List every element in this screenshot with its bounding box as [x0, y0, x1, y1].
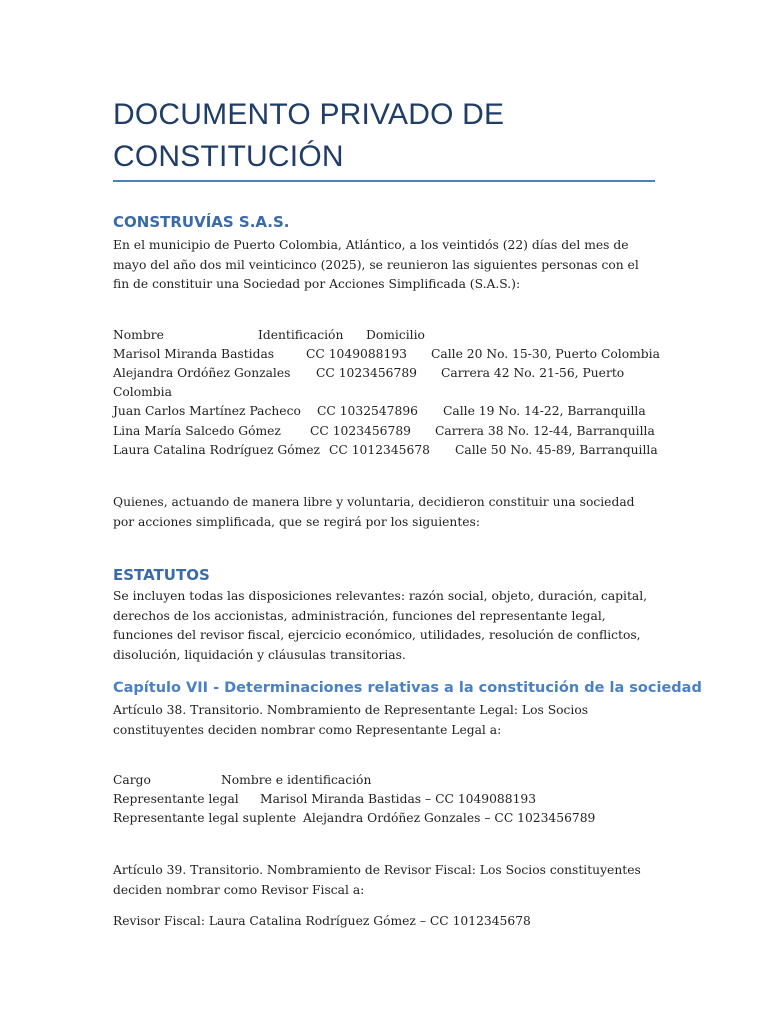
- table-row: [113, 402, 673, 421]
- rep-role: Representante legal: [113, 792, 239, 806]
- member-id: CC 1049088193: [306, 347, 407, 361]
- table-row: [113, 441, 673, 460]
- table-row: [113, 790, 673, 809]
- table-row: [113, 422, 673, 441]
- member-id: CC 1023456789: [310, 424, 411, 438]
- table-row: [113, 345, 673, 364]
- member-name: Laura Catalina Rodríguez Gómez: [113, 443, 321, 457]
- statutes-paragraph: Se incluyen todas las disposiciones relevantes: razón social, objeto, duración, capital, derechos de los accionistas, administración, funciones del representante legal, funciones del revisor fiscal, ejercicio económico, utilidades, resolución de conflictos, disolución, liquidación y cláusulas transitorias.: [113, 589, 648, 662]
- members-table-header: [113, 326, 673, 345]
- member-address-continuation: Colombia: [113, 385, 172, 399]
- company-heading: CONSTRUVÍAS S.A.S.: [113, 213, 290, 231]
- member-address: Calle 20 No. 15-30, Puerto Colombia: [431, 347, 660, 361]
- member-address: Carrera 42 No. 21-56, Puerto: [441, 366, 625, 380]
- member-name: Lina María Salcedo Gómez: [113, 424, 281, 438]
- member-name: Alejandra Ordóñez Gonzales: [113, 366, 291, 380]
- intro-paragraph: En el municipio de Puerto Colombia, Atlántico, a los veintidós (22) días del mes de mayo del año dos mil veinticinco (2025), se reunieron las siguientes personas con el fin de constituir una Sociedad por Acciones Simplificada (S.A.S.):: [113, 238, 639, 291]
- member-address: Calle 19 No. 14-22, Barranquilla: [443, 404, 646, 418]
- rep-person: Alejandra Ordóñez Gonzales – CC 1023456789: [303, 811, 596, 825]
- statutes-heading: ESTATUTOS: [113, 566, 210, 584]
- reps-table-header: [113, 771, 673, 790]
- table-row-continuation: [113, 383, 673, 402]
- title-divider: [113, 180, 655, 182]
- header-name: Nombre: [113, 328, 164, 342]
- header-person: Nombre e identificación: [221, 773, 372, 787]
- header-role: Cargo: [113, 773, 151, 787]
- member-address: Calle 50 No. 45-89, Barranquilla: [455, 443, 658, 457]
- rep-role: Representante legal suplente: [113, 811, 297, 825]
- article-39-paragraph: Artículo 39. Transitorio. Nombramiento de Revisor Fiscal: Los Socios constituyentes deciden nombrar como Revisor Fiscal a:: [113, 863, 641, 897]
- member-id: CC 1032547896: [317, 404, 418, 418]
- header-address: Domicilio: [366, 328, 425, 342]
- table-row: [113, 809, 673, 828]
- member-name: Juan Carlos Martínez Pacheco: [113, 404, 301, 418]
- member-name: Marisol Miranda Bastidas: [113, 347, 275, 361]
- article-38-paragraph: Artículo 38. Transitorio. Nombramiento de Representante Legal: Los Socios constituyentes deciden nombrar como Representante Legal a:: [113, 703, 589, 737]
- table-row: [113, 364, 673, 383]
- member-id: CC 1023456789: [316, 366, 417, 380]
- header-id: Identificación: [258, 328, 344, 342]
- member-id: CC 1012345678: [329, 443, 430, 457]
- agreement-paragraph: Quienes, actuando de manera libre y voluntaria, decidieron constituir una sociedad por acciones simplificada, que se regirá por los siguientes:: [113, 495, 635, 529]
- document-title: DOCUMENTO PRIVADO DE CONSTITUCIÓN: [113, 98, 505, 173]
- rep-person: Marisol Miranda Bastidas – CC 1049088193: [260, 792, 537, 806]
- fiscal-line: Revisor Fiscal: Laura Catalina Rodríguez Gómez – CC 1012345678: [113, 914, 531, 928]
- chapter-heading: Capítulo VII - Determinaciones relativas a la constitución de la sociedad: [113, 680, 702, 696]
- member-address: Carrera 38 No. 12-44, Barranquilla: [435, 424, 655, 438]
